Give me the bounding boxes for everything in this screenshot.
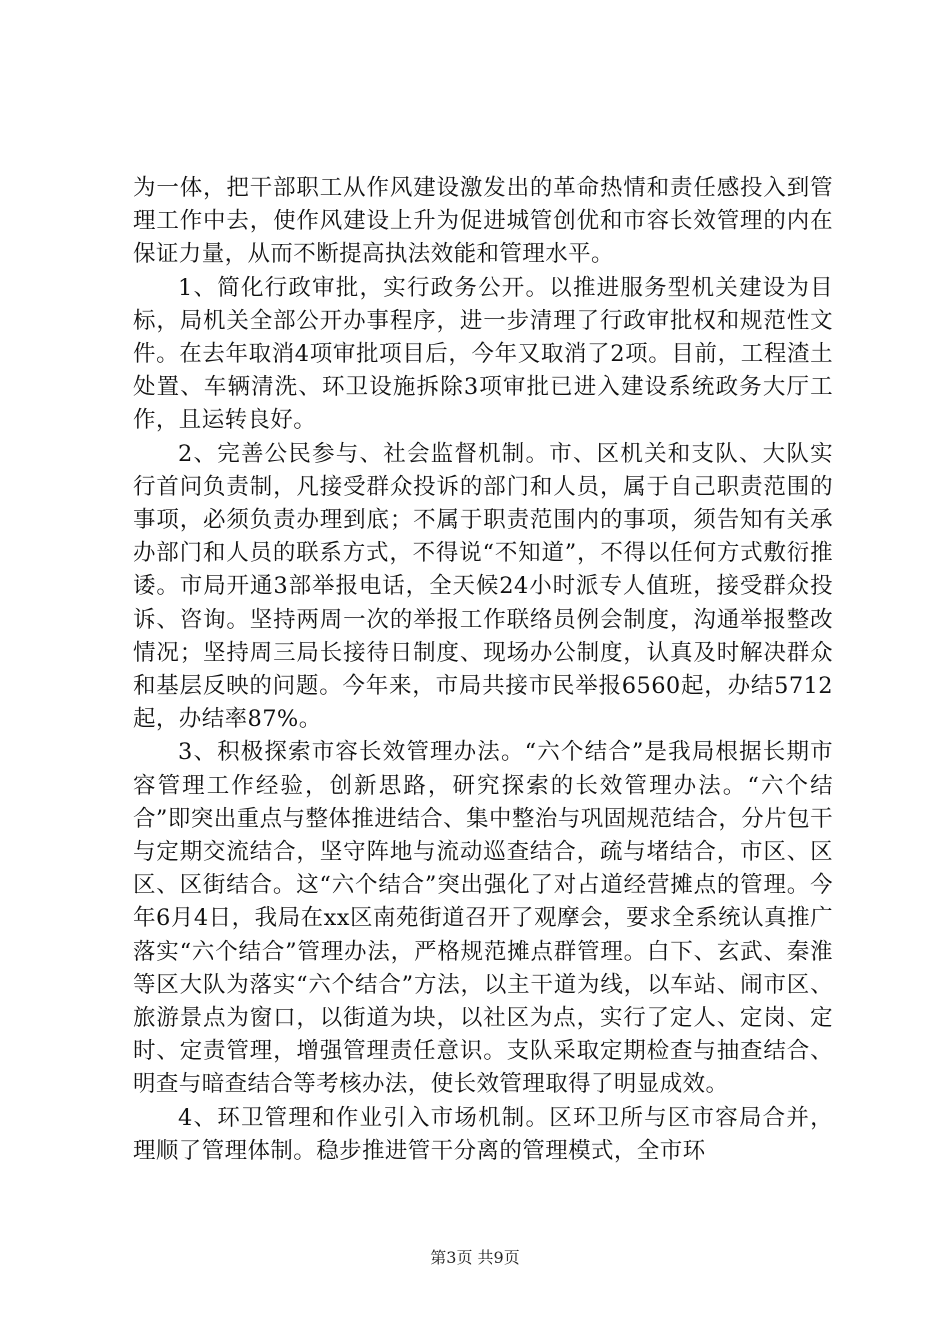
paragraph-continuation: 为一体，把干部职工从作风建设激发出的革命热情和责任感投入到管理工作中去，使作风建设上升为促进城管创优和市容长效管理的内在保证力量，从而不断提高执法效能和管理水平。 [133,175,833,268]
paragraph-item-4: 4、环卫管理和作业引入市场机制。区环卫所与区市容局合并，理顺了管理体制。稳步推进管干分离的管理模式，全市环 [133,1104,833,1164]
paragraph-item-2: 2、完善公民参与、社会监督机制。市、区机关和支队、大队实行首问负责制，凡接受群众投诉的部门和人员，属于自己职责范围的事项，必须负责办理到底；不属于职责范围内的事项，须告知有关承办部门和人员的联系方式，不得说“不知道”，不得以任何方式敷衍推诿。市局开通3部举报电话，全天候24小时派专人值班，接受群众投诉、咨询。坚持两周一次的举报工作联络员例会制度，沟通举报整改情况；坚持周三局长接待日制度、现场办公制度，认真及时解决群众和基层反映的问题。今年来，市局共接市民举报6560起，办结5712起，办结率87%。 [133,440,833,733]
document-body [133,172,833,1168]
page-footer: 第3页 共9页 [430,1248,520,1267]
paragraph-item-3: 3、积极探索市容长效管理办法。“六个结合”是我局根据长期市容管理工作经验，创新思路，研究探索的长效管理办法。“六个结合”即突出重点与整体推进结合、集中整治与巩固规范结合，分片包干与定期交流结合，坚守阵地与流动巡查结合，疏与堵结合，市区、区区、区街结合。这“六个结合”突出强化了对占道经营摊点的管理。今年6月4日，我局在xx区南苑街道召开了观摩会，要求全系统认真推广落实“六个结合”管理办法，严格规范摊点群管理。白下、玄武、秦淮等区大队为落实“六个结合”方法，以主干道为线，以车站、闹市区、旅游景点为窗口，以街道为块，以社区为点，实行了定人、定岗、定时、定责管理，增强管理责任意识。支队采取定期检查与抽查结合、明查与暗查结合等考核办法，使长效管理取得了明显成效。 [133,739,833,1098]
paragraph-item-1: 1、简化行政审批，实行政务公开。以推进服务型机关建设为目标，局机关全部公开办事程序，进一步清理了行政审批权和规范性文件。在去年取消4项审批项目后，今年又取消了2项。目前，工程渣土处置、车辆清洗、环卫设施拆除3项审批已进入建设系统政务大厅工作，且运转良好。 [133,274,833,434]
